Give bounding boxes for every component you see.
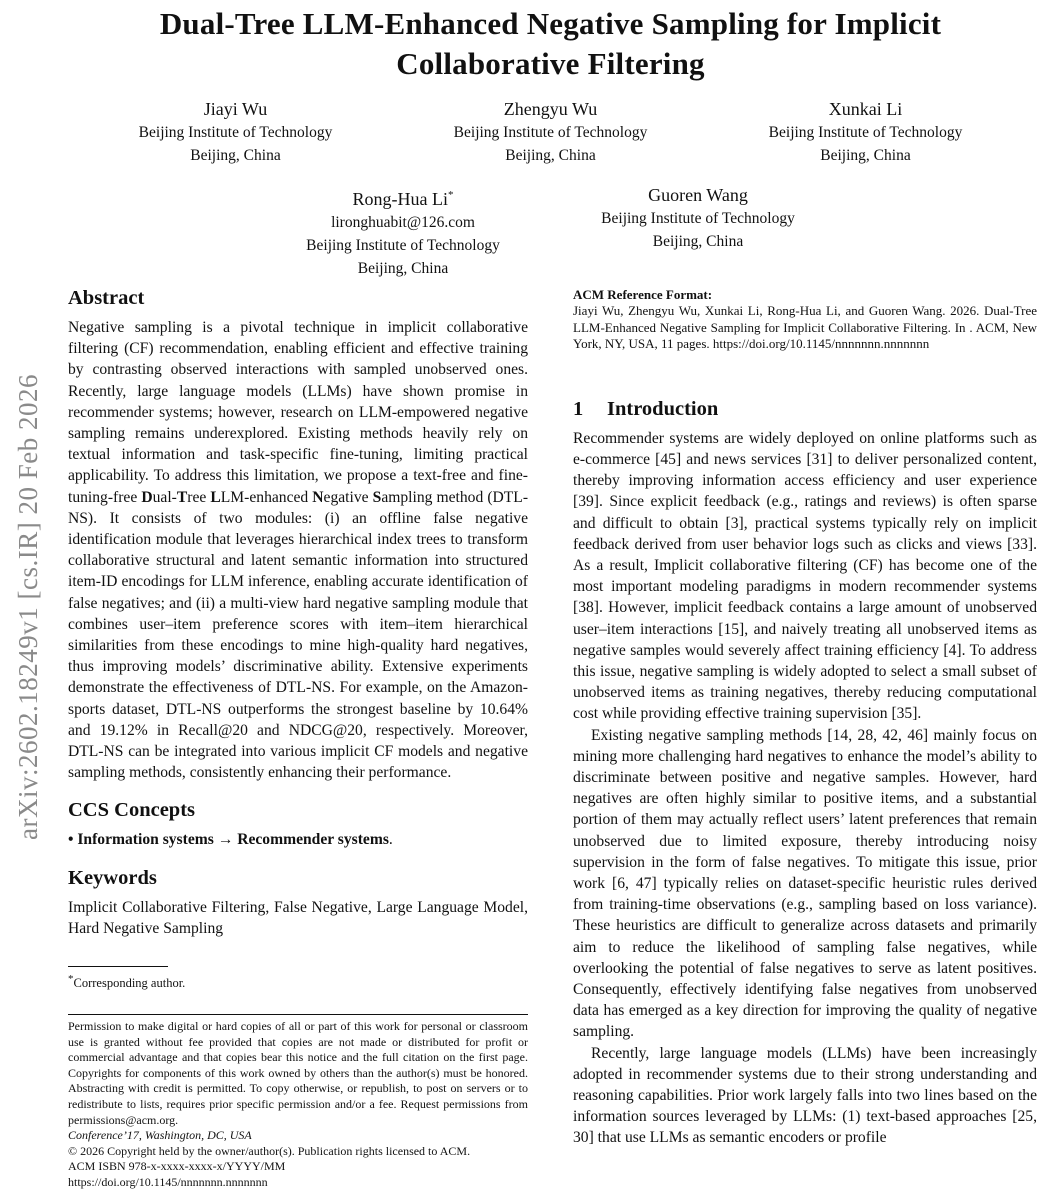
footnote-divider	[68, 966, 168, 967]
paper-header	[68, 0, 1033, 280]
paper-title-line2: Collaborative Filtering	[396, 46, 705, 81]
right-column	[573, 286, 1037, 1149]
isbn-line: ACM ISBN 978-x-xxxx-xxxx-x/YYYY/MM	[68, 1159, 286, 1174]
author-email[interactable]: lironghuabit@126.com	[331, 214, 475, 231]
author-name: Xunkai Li	[828, 99, 903, 119]
left-column	[68, 286, 528, 939]
conference-line: Conference’17, Washington, DC, USA	[68, 1128, 252, 1143]
abstract-text: Negative sampling is a pivotal technique in implicit collaborative filtering (CF) recommendation, enabling efficient and effective training by contrasting observed interactions with sampled unobserved ones. Recently, large language models (LLMs) have shown promise in recommender systems; however, research on LLM-empowered negative sampling remains underexplored. Existing methods heavily rely on textual information and task-specific fine-tuning, limiting practical applicability. To address this limitation, we propose a text-free and fine-tuning-free Dual-Tree LLM-enhanced Negative Sampling method (DTL-NS). It consists of two modules: (i) an offline false negative identification module that leverages hierarchical index trees to transform collaborative structural and latent semantic information into structured item-ID encodings for LLM inference, enabling accurate identification of false negatives; and (ii) a multi-view hard negative sampling module that combines user–item preference scores with item–item hierarchical similarities from these encodings to mine high-quality hard negatives, thus improving models’ discriminative ability. Extensive experiments demonstrate the effectiveness of DTL-NS. For example, on the Amazon-sports dataset, DTL-NS outperforms the strongest baseline by 10.64% and 19.12% in Recall@20 and NDCG@20, respectively. Moreover, DTL-NS can be integrated into various implicit CF models and negative sampling methods, consistently enhancing their performance.	[68, 319, 529, 782]
author-block	[398, 97, 703, 167]
keywords-text: Implicit Collaborative Filtering, False Negative, Large Language Model, Hard Negative Sampling	[68, 898, 528, 937]
author-block	[261, 183, 546, 280]
author-affiliation: Beijing Institute of Technology	[306, 237, 500, 254]
introduction-paragraph-2: Existing negative sampling methods [14, 28, 42, 46] mainly focus on mining more challenging hard negatives to enhance the model’s ability to discriminate between positive and negative samples. However, hard negatives are often highly similar to positive items, and a substantial portion of them may actually reflect users’ latent preferences that remain unobserved due to limited exposure, thereby introducing noisy supervision in the form of false negatives. To mitigate this issue, prior work [6, 47] typically relies on dataset-specific heuristic rules derived from training-time observations (e.g., sampling based on loss variance). These heuristics are difficult to generalize across datasets and primarily aim to reduce the likelihood of sampling false negatives, while overlooking the potential of false negatives to serve as latent positives. Consequently, effectively identifying false negatives from unobserved data has emerged as a key direction for improving the quality of negative sampling.	[573, 726, 1037, 1041]
author-name	[261, 183, 546, 211]
permission-text: Permission to make digital or hard copies of all or part of this work for personal or classroom use is granted without fee provided that copies are not made or distributed for profit or commercial advantage and that copies bear this notice and the full citation on the first page. Copyrights for components of this work owned by others than the author(s) must be honored. Abstracting with credit is permitted. To copy otherwise, or republish, to post on servers or to redistribute to lists, requires prior specific permission and/or a fee. Request permissions from permissions@acm.org.	[68, 1019, 528, 1127]
footnote-text	[68, 971, 528, 991]
doi-link[interactable]: https://doi.org/10.1145/nnnnnnn.nnnnnnn	[68, 1174, 268, 1189]
ccs-concepts-text: • Information systems → Recommender systems.	[68, 831, 393, 849]
author-name: Guoren Wang	[648, 185, 748, 205]
acm-reference-block	[573, 286, 1037, 353]
authors-row-2	[68, 183, 1033, 280]
author-location: Beijing, China	[505, 147, 596, 164]
author-affiliation: Beijing Institute of Technology	[601, 210, 795, 227]
author-name: Jiayi Wu	[203, 99, 268, 119]
section-number: 1	[573, 397, 584, 420]
author-location: Beijing, China	[652, 233, 744, 250]
acm-reference-heading: ACM Reference Format:	[573, 287, 713, 302]
author-affiliation: Beijing Institute of Technology	[138, 124, 333, 141]
footnote-block	[68, 966, 528, 991]
introduction-paragraph-3: Recently, large language models (LLMs) have been increasingly adopted in recommender systems due to their strong understanding and reasoning capabilities. Prior work largely falls into two lines based on the information sources leveraged by LLMs: (1) text-based approaches [25, 30] that use LLMs as semantic encoders or profile	[573, 1044, 1037, 1147]
arxiv-watermark: arXiv:2602.18249v1 [cs.IR] 20 Feb 2026	[13, 374, 43, 840]
section-title: Introduction	[607, 397, 719, 420]
footnote-marker: *	[68, 973, 74, 985]
author-location: Beijing, China	[190, 147, 281, 164]
ccs-concepts-heading: CCS Concepts	[68, 799, 195, 822]
author-block	[556, 183, 841, 280]
introduction-paragraph-1: Recommender systems are widely deployed on online platforms such as e-commerce [45] and news services [31] to deliver personalized content, thereby improving information access efficiency and user experience [39]. Since explicit feedback (e.g., ratings and reviews) is often sparse and difficult to obtain [3], practical systems typically rely on implicit feedback derived from user behavior logs such as clicks and views [33]. As a result, Implicit collaborative filtering (CF) has become one of the most important modeling paradigms in modern recommender systems [38]. However, implicit feedback contains a large amount of unobserved user–item interactions [15], and naively treating all unobserved items as negative samples would severely affect training efficiency [4]. To address this issue, negative sampling is widely adopted to select a small subset of unobserved items as training negatives, thereby reducing computational cost while providing effective training supervision [35].	[573, 429, 1037, 723]
author-location: Beijing, China	[357, 260, 449, 277]
abstract-heading: Abstract	[68, 287, 145, 309]
authors-row-1	[68, 97, 1033, 167]
footnote-label: Corresponding author.	[73, 976, 186, 991]
permission-block	[68, 1014, 528, 1191]
corresponding-author-marker: *	[447, 189, 454, 201]
acm-reference-text: Jiayi Wu, Zhengyu Wu, Xunkai Li, Rong-Hua Li, and Guoren Wang. 2026. Dual-Tree LLM-Enhanced Negative Sampling for Implicit Collaborative Filtering. In . ACM, New York, NY, USA, 11 pages. https://doi.org/10.1145/nnnnnnn.nnnnnnn	[573, 303, 1037, 352]
keywords-heading: Keywords	[68, 866, 157, 889]
author-block	[83, 97, 388, 167]
author-name-text: Rong-Hua Li	[352, 189, 448, 209]
author-name: Zhengyu Wu	[503, 99, 598, 119]
author-block	[713, 97, 1018, 167]
author-affiliation: Beijing Institute of Technology	[768, 124, 963, 141]
paper-title-line1: Dual-Tree LLM-Enhanced Negative Sampling for Implicit	[159, 6, 942, 41]
author-affiliation: Beijing Institute of Technology	[453, 124, 648, 141]
introduction-heading	[573, 397, 1037, 421]
copyright-line: © 2026 Copyright held by the owner/author(s). Publication rights licensed to ACM.	[68, 1143, 471, 1158]
paper-title	[68, 4, 1033, 84]
author-location: Beijing, China	[820, 147, 911, 164]
